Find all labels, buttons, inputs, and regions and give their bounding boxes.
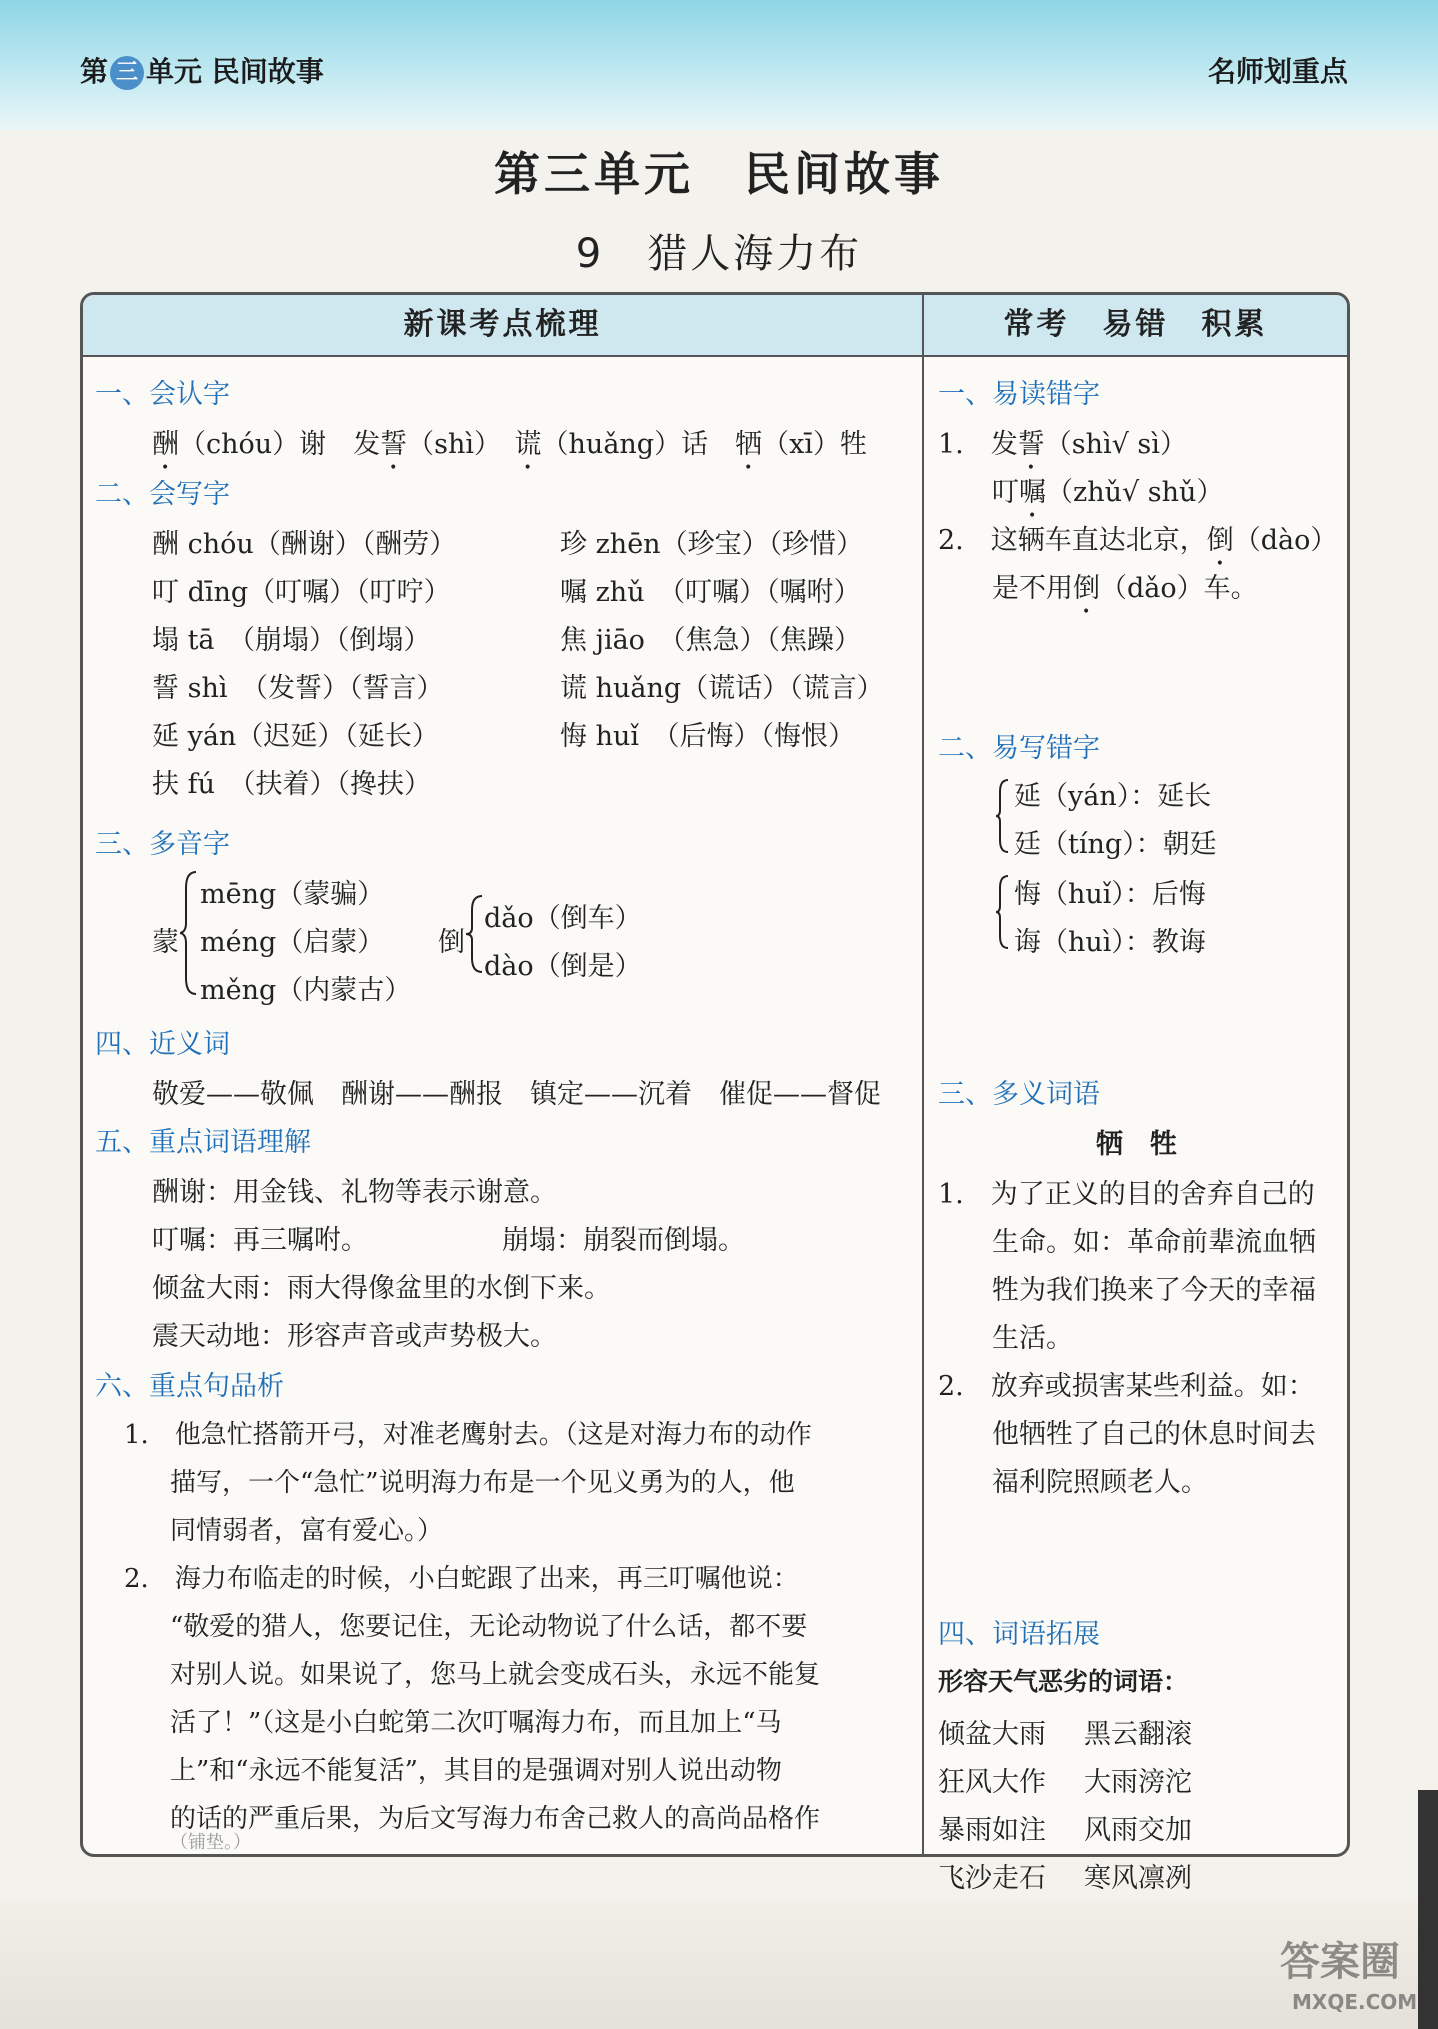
emphasized-char: 誓: [380, 429, 408, 460]
lesson-title: 9 猎人海力布: [575, 231, 863, 277]
expansion-word: 大雨滂沱: [1084, 1767, 1192, 1798]
running-header-unit: [80, 50, 324, 90]
misread-line: [938, 422, 1187, 476]
watermark-logo: 答案圈: [1280, 1939, 1400, 1985]
page-bottom: [0, 1900, 1438, 2029]
emphasized-char: 嘱: [1019, 477, 1046, 508]
text-run: 叮: [938, 477, 1019, 508]
text-run: 2. 这辆车直达北京，: [938, 525, 1207, 556]
sentence-line: 2. 海力布临走的时候，小白蛇跟了出来，再三叮嘱他说：: [124, 1564, 799, 1594]
miswritten-4: 诲（huì）：教诲: [1014, 927, 1206, 958]
section-miswritten-chars: 二、易写错字: [938, 733, 1100, 764]
miswritten-3: 悔（huǐ）：后悔: [1014, 879, 1206, 910]
emphasized-char: 倒: [1206, 525, 1234, 556]
recognize-chars-line: [152, 422, 867, 476]
misread-line: [938, 518, 1337, 572]
expansion-subtitle: 形容天气恶劣的词语：: [938, 1667, 1189, 1696]
text-run: 是不用: [938, 573, 1073, 604]
emphasized-char: 酬: [152, 429, 179, 460]
section-key-words: 五、重点词语理解: [95, 1127, 311, 1158]
emphasized-char: 谎: [514, 429, 542, 460]
key-word-3: 崩塌：崩裂而倒塌。: [502, 1225, 745, 1256]
running-header-brand: 名师划重点: [1207, 55, 1348, 88]
section-misread-chars: 一、易读错字: [938, 379, 1100, 410]
text-run: （dào）: [1233, 525, 1338, 556]
page-edge-shadow: [1418, 1790, 1438, 2029]
emphasized-char: 誓: [1017, 429, 1045, 460]
polysemy-line: 生活。: [938, 1323, 1073, 1354]
write-char-item: 延 yán（迟延）（延长）: [152, 721, 439, 752]
write-char-item: 扶 fú （扶着）（搀扶）: [152, 769, 431, 800]
meng-reading-1: mēng（蒙骗）: [200, 879, 385, 910]
right-column-heading: 常考 易错 积累: [924, 295, 1347, 357]
brace-meng: [180, 868, 200, 998]
meng-reading-3: měng（内蒙古）: [200, 975, 412, 1006]
text-run: （xī）牲: [762, 429, 867, 460]
meng-reading-2: méng（启蒙）: [200, 927, 385, 958]
sentence-line: 描写，一个“急忙”说明海力布是一个见义勇为的人，他: [170, 1468, 795, 1498]
write-char-item: 焦 jiāo （焦急）（焦躁）: [560, 625, 861, 656]
brace-dao: [466, 892, 486, 976]
expansion-word: 寒风凛冽: [1084, 1863, 1192, 1894]
text-run: （shì）: [407, 429, 515, 460]
sentence-line: 对别人说。如果说了，您马上就会变成石头，永远不能复: [170, 1660, 821, 1690]
unit-number-badge: 三: [110, 56, 144, 90]
left-column-heading: 新课考点梳理: [83, 295, 922, 357]
key-word-4: 倾盆大雨：雨大得像盆里的水倒下来。: [152, 1273, 611, 1304]
sentence-line: 活了！”（这是小白蛇第二次叮嘱海力布，而且加上“马: [170, 1708, 782, 1738]
key-word-5: 震天动地：形容声音或声势极大。: [152, 1321, 557, 1352]
synonyms-line: 敬爱——敬佩 酬谢——酬报 镇定——沉着 催促——督促: [152, 1079, 881, 1110]
polysemy-line: 生命。如：革命前辈流血牺: [938, 1227, 1316, 1258]
sentence-line: “敬爱的猎人，您要记住，无论动物说了什么话，都不要: [170, 1612, 808, 1642]
dao-reading-1: dǎo（倒车）: [484, 903, 642, 934]
misread-line: [938, 566, 1258, 620]
write-char-item: 悔 huǐ （后悔）（悔恨）: [560, 721, 855, 752]
section-recognize-chars: 一、会认字: [95, 379, 230, 410]
section-write-chars: 二、会写字: [95, 479, 230, 510]
sentence-line: 1. 他急忙搭箭开弓，对准老鹰射去。（这是对海力布的动作: [124, 1420, 812, 1450]
emphasized-char: 倒: [1073, 573, 1100, 604]
write-char-item: 酬 chóu（酬谢）（酬劳）: [152, 529, 457, 560]
section-synonyms: 四、近义词: [95, 1029, 230, 1060]
polyphone-char-dao: 倒: [438, 927, 465, 958]
text-run: 1. 发: [938, 429, 1018, 460]
watermark-url: MXQE.COM: [1292, 1990, 1418, 2014]
header-suffix: 单元 民间故事: [146, 55, 324, 88]
miswritten-2: 廷（tíng）：朝廷: [1014, 829, 1217, 860]
unit-title: 第三单元 民间故事: [494, 147, 944, 201]
sentence-line: 的话的严重后果，为后文写海力布舍己救人的高尚品格作: [170, 1804, 821, 1834]
emphasized-char: 牺: [735, 429, 763, 460]
cutoff-text: （铺垫。）: [170, 1832, 251, 1853]
section-word-expansion: 四、词语拓展: [938, 1619, 1100, 1650]
section-polysemy: 三、多义词语: [938, 1079, 1100, 1110]
write-char-item: 珍 zhēn（珍宝）（珍惜）: [560, 529, 864, 560]
text-run: （zhǔ√ shǔ）: [1046, 477, 1224, 508]
expansion-word: 倾盆大雨: [938, 1719, 1046, 1750]
section-polyphones: 三、多音字: [95, 829, 230, 860]
miswritten-1: 延（yán）：延长: [1014, 781, 1212, 812]
polysemy-line: 2. 放弃或损害某些利益。如：: [938, 1371, 1315, 1402]
write-char-item: 谎 huǎng（谎话）（谎言）: [560, 673, 884, 704]
section-key-sentences: 六、重点句品析: [95, 1371, 284, 1402]
text-run: （chóu）谢 发: [179, 429, 381, 460]
column-divider: [922, 292, 924, 1857]
polysemy-word: 牺 牲: [1096, 1129, 1177, 1160]
expansion-word: 风雨交加: [1084, 1815, 1192, 1846]
sentence-line: 同情弱者，富有爱心。）: [170, 1516, 444, 1546]
expansion-word: 黑云翻滚: [1084, 1719, 1192, 1750]
key-word-2: 叮嘱：再三嘱咐。: [152, 1225, 368, 1256]
expansion-word: 狂风大作: [938, 1767, 1046, 1798]
key-word-1: 酬谢：用金钱、礼物等表示谢意。: [152, 1177, 557, 1208]
dao-reading-2: dào（倒是）: [484, 951, 642, 982]
polysemy-line: 1. 为了正义的目的舍弃自己的: [938, 1179, 1315, 1210]
text-run: （huǎng）话: [541, 429, 736, 460]
write-char-item: 叮 dīng（叮嘱）（叮咛）: [152, 577, 451, 608]
write-char-item: 塌 tā （崩塌）（倒塌）: [152, 625, 431, 656]
brace-hui: [996, 872, 1010, 952]
expansion-word: 飞沙走石: [938, 1863, 1046, 1894]
brace-yan-ting: [996, 776, 1010, 856]
misread-line: [938, 470, 1223, 524]
text-run: （dǎo）车。: [1100, 573, 1258, 604]
expansion-word: 暴雨如注: [938, 1815, 1046, 1846]
polysemy-line: 福利院照顾老人。: [938, 1467, 1208, 1498]
write-char-item: 誓 shì （发誓）（誓言）: [152, 673, 444, 704]
text-run: （shì√ sì）: [1044, 429, 1187, 460]
polyphone-char-meng: 蒙: [152, 927, 179, 958]
write-char-item: 嘱 zhǔ （叮嘱）（嘱咐）: [560, 577, 861, 608]
header-prefix: 第: [80, 55, 109, 88]
sentence-line: 上”和“永远不能复活”，其目的是强调对别人说出动物: [170, 1756, 782, 1786]
polysemy-line: 他牺牲了自己的休息时间去: [938, 1419, 1316, 1450]
polysemy-line: 牲为我们换来了今天的幸福: [938, 1275, 1316, 1306]
